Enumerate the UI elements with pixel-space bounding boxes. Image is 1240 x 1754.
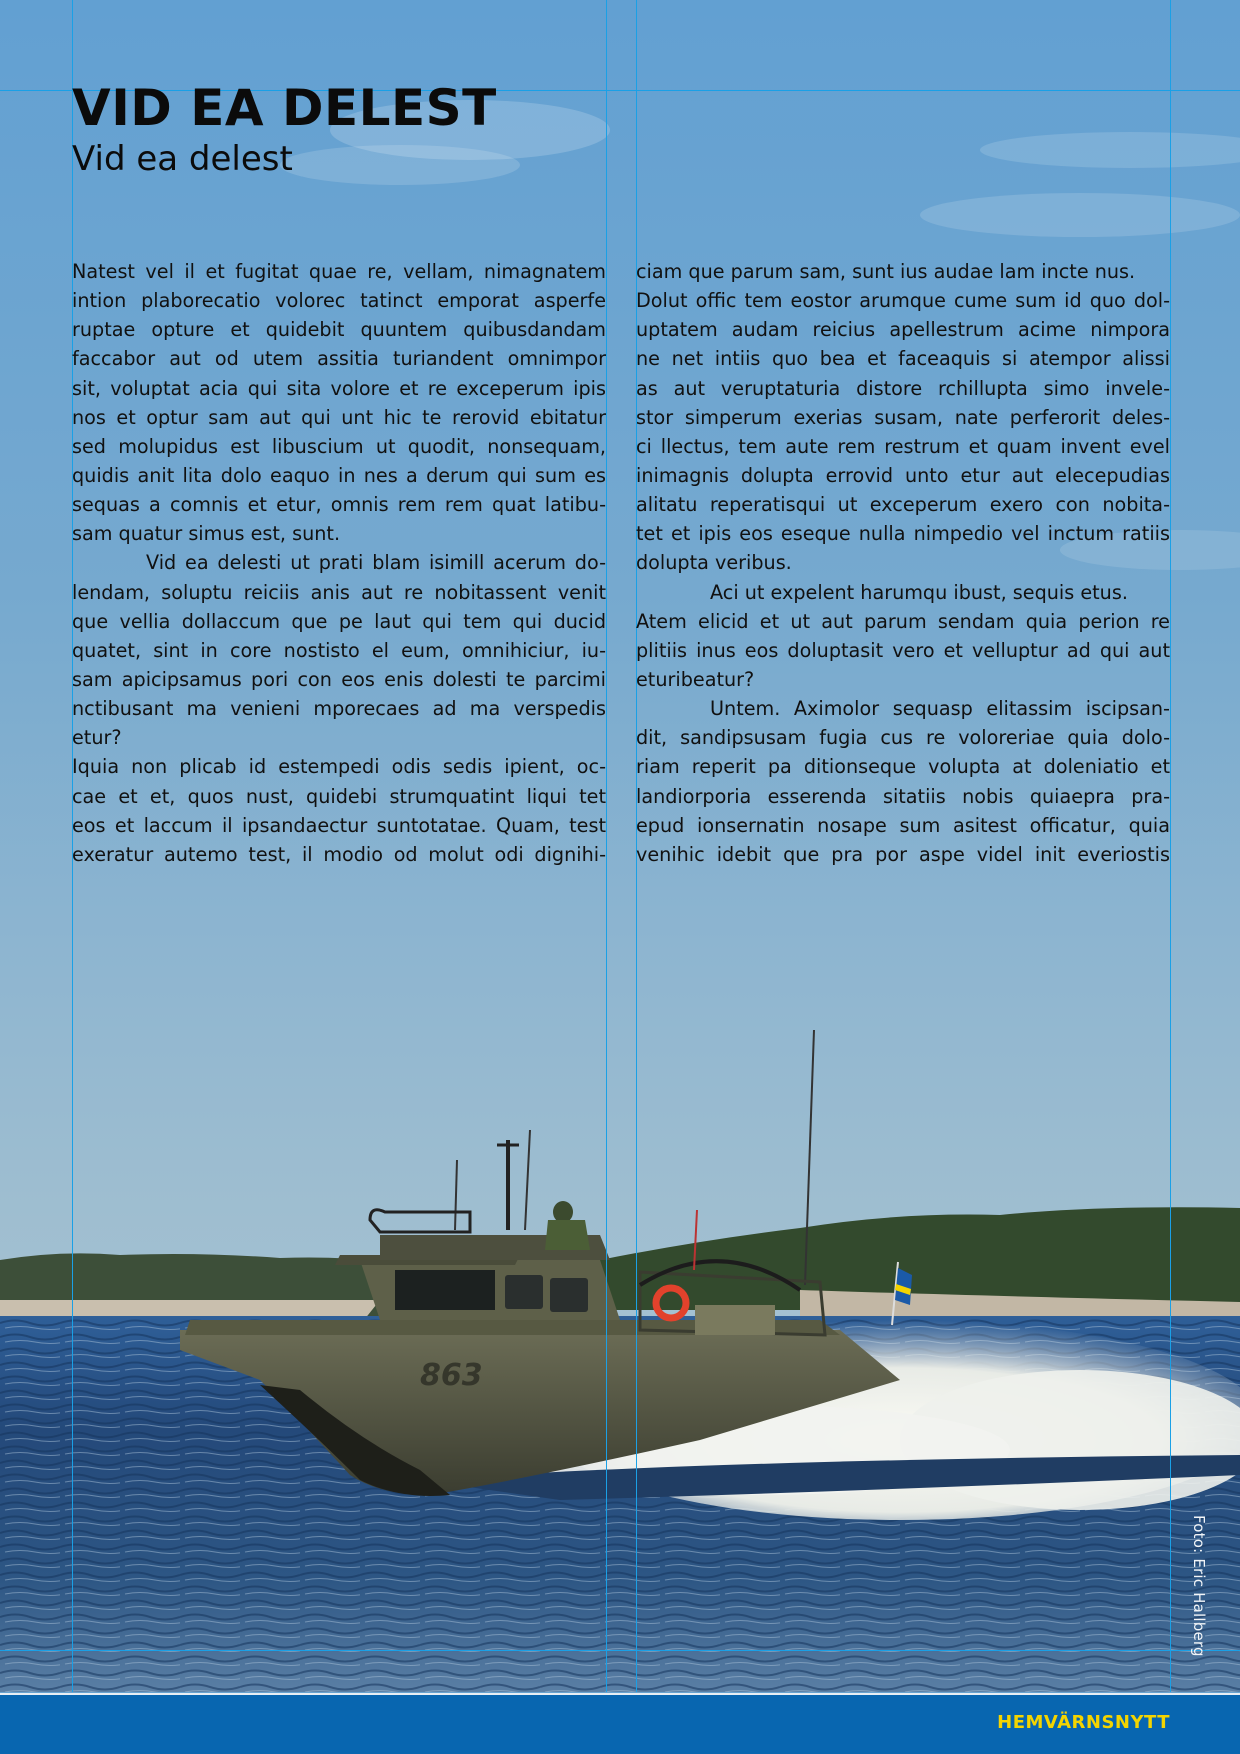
body-text-line: stor simperum exerias susam, nate perferorit deles- <box>636 405 1170 429</box>
body-text-line: as aut veruptaturia distore rchillupta simo invele- <box>636 376 1170 400</box>
body-text-line: riam reperit pa ditionseque volupta at doleniatio et <box>636 755 1170 779</box>
body-text-line: tet et ipis eos eseque nulla nimpedio vel inctum ratiis <box>636 522 1170 546</box>
body-text-line: nos et optur sam aut qui unt hic te rerovid ebitatur <box>72 405 606 429</box>
photo-credit: Foto: Eric Hallberg <box>1190 1515 1208 1657</box>
footer-band <box>0 1693 1240 1754</box>
body-column-left <box>72 257 606 869</box>
body-text-line: sit, voluptat acia qui sita volore et re exceperum ipis <box>72 376 606 400</box>
body-text-line: Vid ea delesti ut prati blam isimill acerum do- <box>146 551 606 575</box>
body-text-line: nctibusant ma venieni mporecaes ad ma verspedis <box>72 697 606 721</box>
body-text-line: dolupta veribus. <box>636 551 792 575</box>
body-text-line: eos et laccum il ipsandaectur suntotatae. Quam, test <box>72 813 606 837</box>
body-text-line: ci llectus, tem aute rem restrum et quam invent evel <box>636 434 1170 458</box>
body-text-line: plitiis inus eos doluptasit vero et velluptur ad qui aut <box>636 638 1170 662</box>
body-text-line: quatet, sint in core nostisto el eum, omnihiciur, iu- <box>72 638 606 662</box>
body-text-line: cae et et, quos nust, quidebi strumquatint liqui tet <box>72 784 606 808</box>
body-text-line: intion plaborecatio volorec tatinct emporat asperfe <box>72 289 606 313</box>
layout-guide-right-margin <box>1170 0 1171 1692</box>
body-text-line: uptatem audam reicius apellestrum acime nimpora <box>636 318 1170 342</box>
publication-name: HEMVÄRNSNYTT <box>997 1712 1170 1733</box>
body-text-line: alitatu reperatisqui ut exceperum exero con nobita- <box>636 493 1170 517</box>
body-text-line: Dolut offic tem eostor arumque cume sum id quo dol- <box>636 289 1170 313</box>
article-headline: VID EA DELEST <box>72 79 497 137</box>
body-text-line: que vellia dollaccum que pe laut qui tem qui ducid <box>72 609 606 633</box>
body-text-line: sequas a comnis et etur, omnis rem rem quat latibu- <box>72 493 606 517</box>
hull-number: 863 <box>420 1358 483 1393</box>
body-text-line: Untem. Aximolor sequasp elitassim iscipsan- <box>710 697 1170 721</box>
body-text-line: sam quatur simus est, sunt. <box>72 522 341 546</box>
body-text-line: Atem elicid et ut aut parum sendam quia perion re <box>636 609 1170 633</box>
layout-guide-bottom-margin <box>0 1650 1240 1651</box>
body-text-line: Iquia non plicab id estempedi odis sedis ipient, oc- <box>72 755 606 779</box>
body-text-line: lendam, soluptu reiciis anis aut re nobitassent venit <box>72 580 606 604</box>
body-text-line: etur? <box>72 726 122 750</box>
body-text-line: inimagnis dolupta errovid unto etur aut elecepudias <box>636 463 1170 487</box>
body-text-line: sed molupidus est libuscium ut quodit, nonsequam, <box>72 434 606 458</box>
body-text-line: dit, sandipsusam fugia cus re voloreriae quia dolo- <box>636 726 1170 750</box>
body-text-line: ne net intiis quo bea et faceaquis si atempor alissi <box>636 347 1170 371</box>
body-text-line: quidis anit lita dolo eaquo in nes a derum qui sum es <box>72 463 606 487</box>
body-text-line: Natest vel il et fugitat quae re, vellam, nimagnatem <box>72 260 606 283</box>
body-text-line: faccabor aut od utem assitia turiandent omnimpor <box>72 347 606 371</box>
body-text-line: ruptae opture et quidebit quuntem quibusdandam <box>72 318 606 342</box>
body-text-line: landiorporia esserenda sitatiis nobis quiaepra pra- <box>636 784 1170 808</box>
article-subheadline: Vid ea delest <box>72 139 293 179</box>
body-text-line: sam apicipsamus pori con eos enis dolesti te parcimi <box>72 667 606 691</box>
body-text-line: exeratur autemo test, il modio od molut odi dignihi- <box>72 842 606 866</box>
body-text-line: eturibeatur? <box>636 667 755 691</box>
body-text-line: Aci ut expelent harumqu ibust, sequis etus. <box>710 580 1128 604</box>
body-text-line: epud ionsernatin nosape sum asitest officatur, quia <box>636 813 1170 837</box>
body-text-line: venihic idebit que pra por aspe videl init everiostis <box>636 842 1170 866</box>
body-column-right <box>636 257 1170 869</box>
body-text-line: ciam que parum sam, sunt ius audae lam incte nus. <box>636 260 1136 283</box>
layout-guide-column-gutter-left <box>606 0 607 1692</box>
